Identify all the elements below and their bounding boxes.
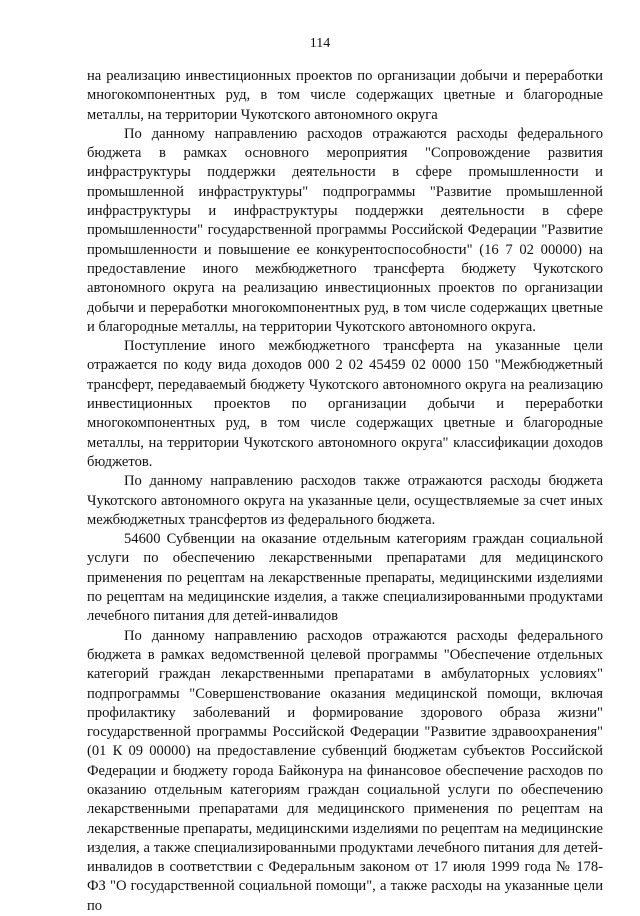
paragraph-subvention-heading: 54600 Субвенции на оказание отдельным категориям граждан социальной услуги по обеспечению лекарственными препаратами для медицинского применения по рецептам на лекарственные препараты, медицинскими изделиями по рецептам на медицинские изделия, а также специализированными продуктами лечебного питания для детей-инвалидов bbox=[87, 531, 603, 625]
paragraph-federal-budget-expenses: По данному направлению расходов отражаются расходы федерального бюджета в рамках основного мероприятия "Сопровождение развития инфраструктуры поддержки деятельности в сфере промышленности и промышленной инфраструктуры" подпрограммы "Развитие промышленной инфраструктуры и инфраструктуры поддержки деятельности в сфере промышленности" государственной программы Российской Федерации "Развитие промышленности и повышение ее конкурентоспособности" (16 7 02 00000) на предоставление иного межбюджетного трансферта бюджету Чукотского автономного округа на реализацию инвестиционных проектов по организации добычи и переработки многокомпонентных руд, в том числе содержащих цветные и благородные металлы, на территории Чукотского автономного округа. bbox=[87, 125, 603, 335]
paragraph-continuation: на реализацию инвестиционных проектов по организации добычи и переработки многокомпонентных руд, в том числе содержащих цветные и благородные металлы, на территории Чукотского автономного округа bbox=[87, 68, 603, 123]
document-body bbox=[87, 67, 603, 916]
paragraph-subvention-expenses: По данному направлению расходов отражаются расходы федерального бюджета в рамках ведомственной целевой программы "Обеспечение отдельных категорий граждан лекарственными препаратами в амбулаторных условиях" подпрограммы "Совершенствование оказания медицинской помощи, включая профилактику заболеваний и формирование здорового образа жизни" государственной программы Российской Федерации "Развитие здравоохранения" (01 К 09 00000) на предоставление субвенций бюджетам субъектов Российской Федерации и бюджету города Байконура на финансовое обеспечение расходов по оказанию отдельным категориям граждан социальной услуги по обеспечению лекарственными препаратами для медицинского применения по рецептам на лекарственные препараты, медицинскими изделиями по рецептам на медицинские изделия, а также специализированными продуктами лечебного питания для детей-инвалидов в соответствии с Федеральным законом от 17 июля 1999 года № 178-ФЗ "О государственной социальной помощи", а также расходы на указанные цели по bbox=[87, 627, 603, 914]
paragraph-chukotka-budget-expenses: По данному направлению расходов также отражаются расходы бюджета Чукотского автономного округа на указанные цели, осуществляемые за счет иных межбюджетных трансфертов из федерального бюджета. bbox=[87, 473, 603, 528]
page-number: 114 bbox=[309, 36, 331, 51]
paragraph-transfer-revenue-code: Поступление иного межбюджетного трансферта на указанные цели отражается по коду вида доходов 000 2 02 45459 02 0000 150 "Межбюджетный трансферт, передаваемый бюджету Чукотского автономного округа на реализацию инвестиционных проектов по организации добычи и переработки многокомпонентных руд, в том числе содержащих цветные и благородные металлы, на территории Чукотского автономного округа" классификации доходов бюджетов. bbox=[87, 338, 603, 470]
